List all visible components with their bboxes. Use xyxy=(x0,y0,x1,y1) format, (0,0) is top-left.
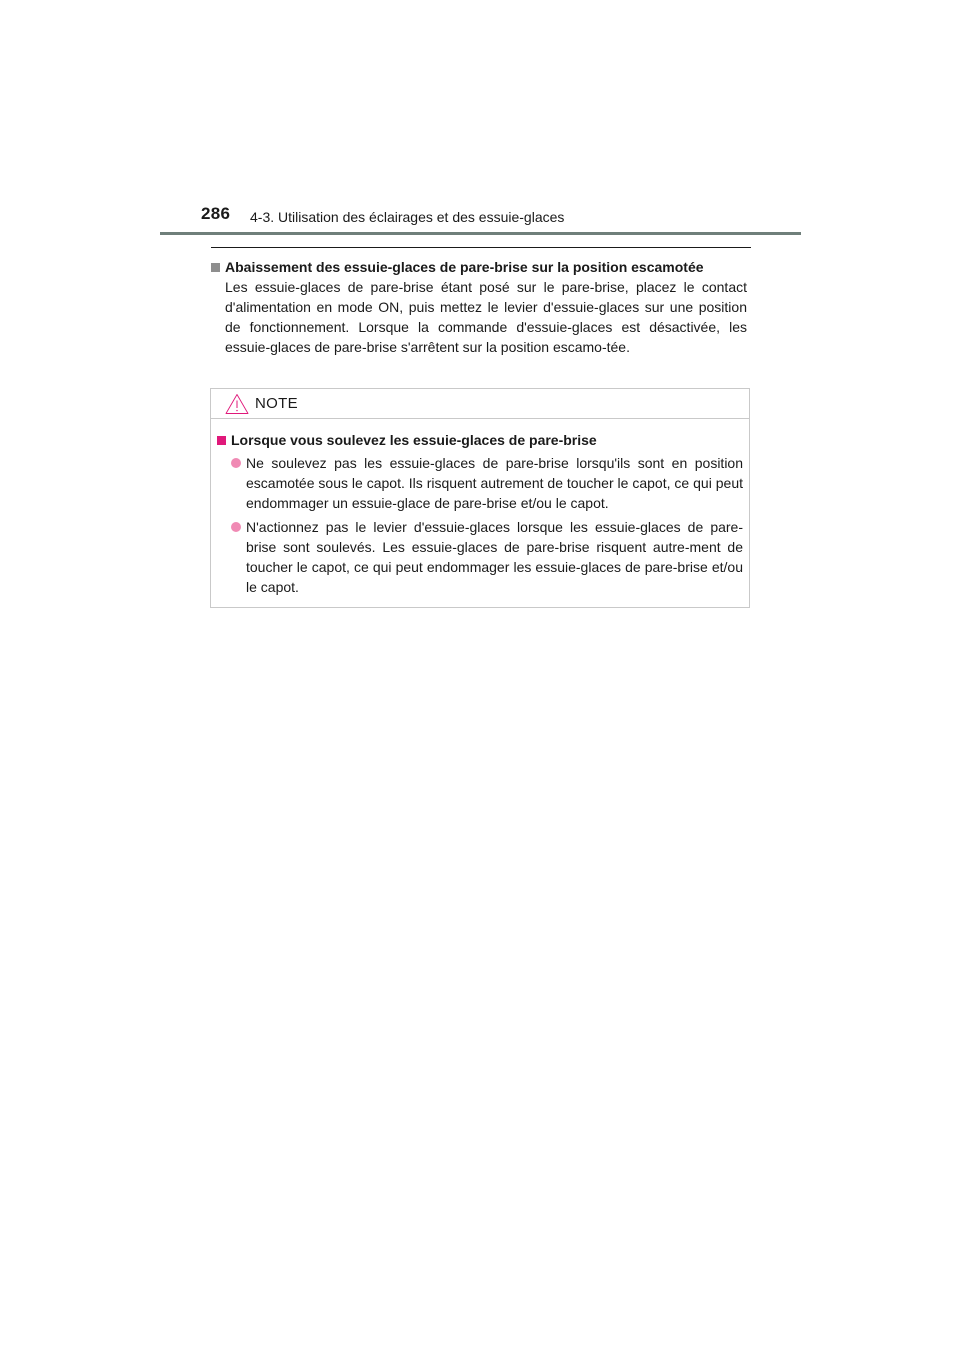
note-box xyxy=(210,388,750,608)
header-divider xyxy=(160,232,801,235)
section-lowering-wipers xyxy=(211,257,751,357)
note-label: NOTE xyxy=(255,395,298,412)
bullet-text: N'actionnez pas le levier d'essuie-glaces lorsque les essuie-glaces de pare-brise sont soulevés. Les essuie-glaces de pare-brise risquent autre-ment de toucher le capot, ce qui peut endommager les essuie-glaces de pare-brise et/ou le capot. xyxy=(246,519,743,595)
section-body: Les essuie-glaces de pare-brise étant posé sur le pare-brise, placez le contact d'alimentation en mode ON, puis mettez le levier d'essuie-glaces sur une position de fonctionnement. Lorsque la commande d'essuie-glaces est désactivée, les essuie-glaces de pare-brise s'arrêtent sur la position escamo-tée. xyxy=(225,279,747,355)
section-divider xyxy=(211,247,751,248)
list-item xyxy=(217,517,743,597)
square-bullet-icon xyxy=(211,263,220,272)
section-heading-row xyxy=(211,257,751,277)
warning-triangle-icon xyxy=(225,393,249,415)
circle-bullet-icon xyxy=(231,522,241,532)
square-bullet-icon xyxy=(217,436,226,445)
bullet-text: Ne soulevez pas les essuie-glaces de pare-brise lorsqu'ils sont en position escamotée sous le capot. Ils risquent autrement de toucher le capot, ce qui peut endommager un essuie-glace de pare-brise et/ou le capot. xyxy=(246,455,743,511)
circle-bullet-icon xyxy=(231,458,241,468)
section-heading: Abaissement des essuie-glaces de pare-brise sur la position escamotée xyxy=(225,259,704,275)
note-heading: Lorsque vous soulevez les essuie-glaces de pare-brise xyxy=(231,432,597,448)
page-number: 286 xyxy=(201,204,231,223)
note-heading-row xyxy=(217,430,743,450)
chapter-title: 4-3. Utilisation des éclairages et des essuie-glaces xyxy=(250,209,565,225)
note-body xyxy=(211,419,749,597)
note-header xyxy=(211,389,749,419)
list-item xyxy=(217,453,743,513)
